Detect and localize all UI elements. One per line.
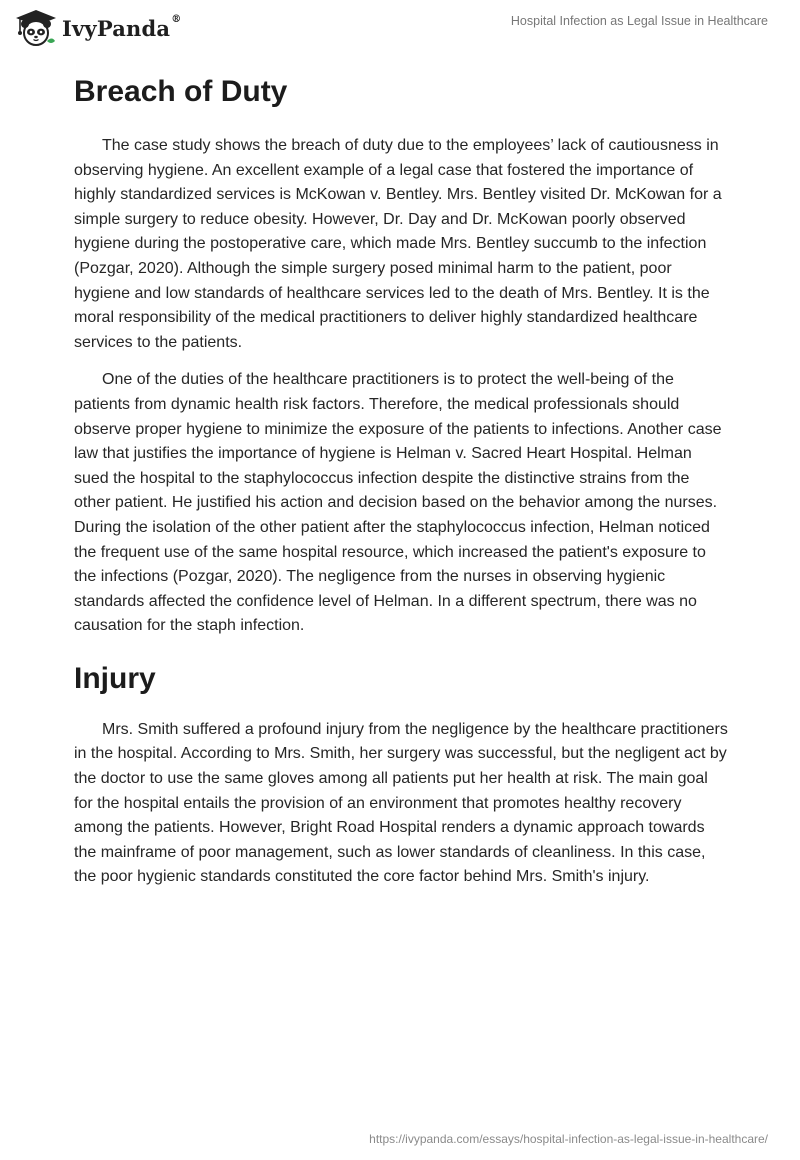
panda-graduate-icon bbox=[14, 8, 58, 48]
document-title: Hospital Infection as Legal Issue in Healthcare bbox=[510, 14, 768, 28]
logo-wordmark: IvyPanda® bbox=[62, 13, 182, 41]
paragraph: One of the duties of the healthcare practitioners is to protect the well-being of the patients from dynamic health risk factors. Therefore, the medical professionals should observe proper hygiene to minimize the exposure of the patients to infections. Another case law that justifies the importance of hygiene is Helman v. Sacred Heart Hospital. Helman sued the hospital to the staphylococcus infection despite the distinctive strains from the other patient. He justified his action and decision based on the behavior among the nurses. During the isolation of the other patient after the staphylococcus infection, Helman noticed the frequent use of the same hospital resource, which increased the patient's exposure to the infections (Pozgar, 2020). The negligence from the nurses in observing hygienic standards affected the confidence level of Helman. In a different spectrum, there was no causation for the staph infection. bbox=[74, 371, 722, 635]
paragraph: Mrs. Smith suffered a profound injury from the negligence by the healthcare practitioners in the hospital. According to Mrs. Smith, her surgery was successful, but the negligent act by the doctor to use the same gloves among all patients put her health at risk. The main goal for the hospital entails the provision of an environment that promotes healthy recovery among the patients. However, Bright Road Hospital renders a dynamic approach towards the mainframe of poor management, such as lower standards of cleanliness. In this case, the poor hygienic standards constituted the core factor behind Mrs. Smith's injury. bbox=[74, 720, 728, 886]
page-header bbox=[0, 0, 800, 60]
section-heading-injury: Injury bbox=[74, 661, 156, 695]
source-url[interactable]: https://ivypanda.com/essays/hospital-infection-as-legal-issue-in-healthcare/ bbox=[369, 1132, 768, 1146]
section-heading-breach-of-duty: Breach of Duty bbox=[74, 75, 288, 108]
ivypanda-logo[interactable] bbox=[14, 8, 181, 48]
paragraph: The case study shows the breach of duty due to the employees’ lack of cautiousness in observing hygiene. An excellent example of a legal case that fostered the importance of highly standardized services is McKowan v. Bentley. Mrs. Bentley visited Dr. McKowan for a simple surgery to reduce obesity. However, Dr. Day and Dr. McKowan poorly observed hygiene during the postoperative care, which made Mrs. Bentley succumb to the infection (Pozgar, 2020). Although the simple surgery posed minimal harm to the patient, poor hygiene and low standards of healthcare services led to the death of Mrs. Bentley. It is the moral responsibility of the medical practitioners to deliver highly standardized healthcare services to the patients. bbox=[74, 137, 722, 351]
essay-content bbox=[74, 70, 730, 903]
